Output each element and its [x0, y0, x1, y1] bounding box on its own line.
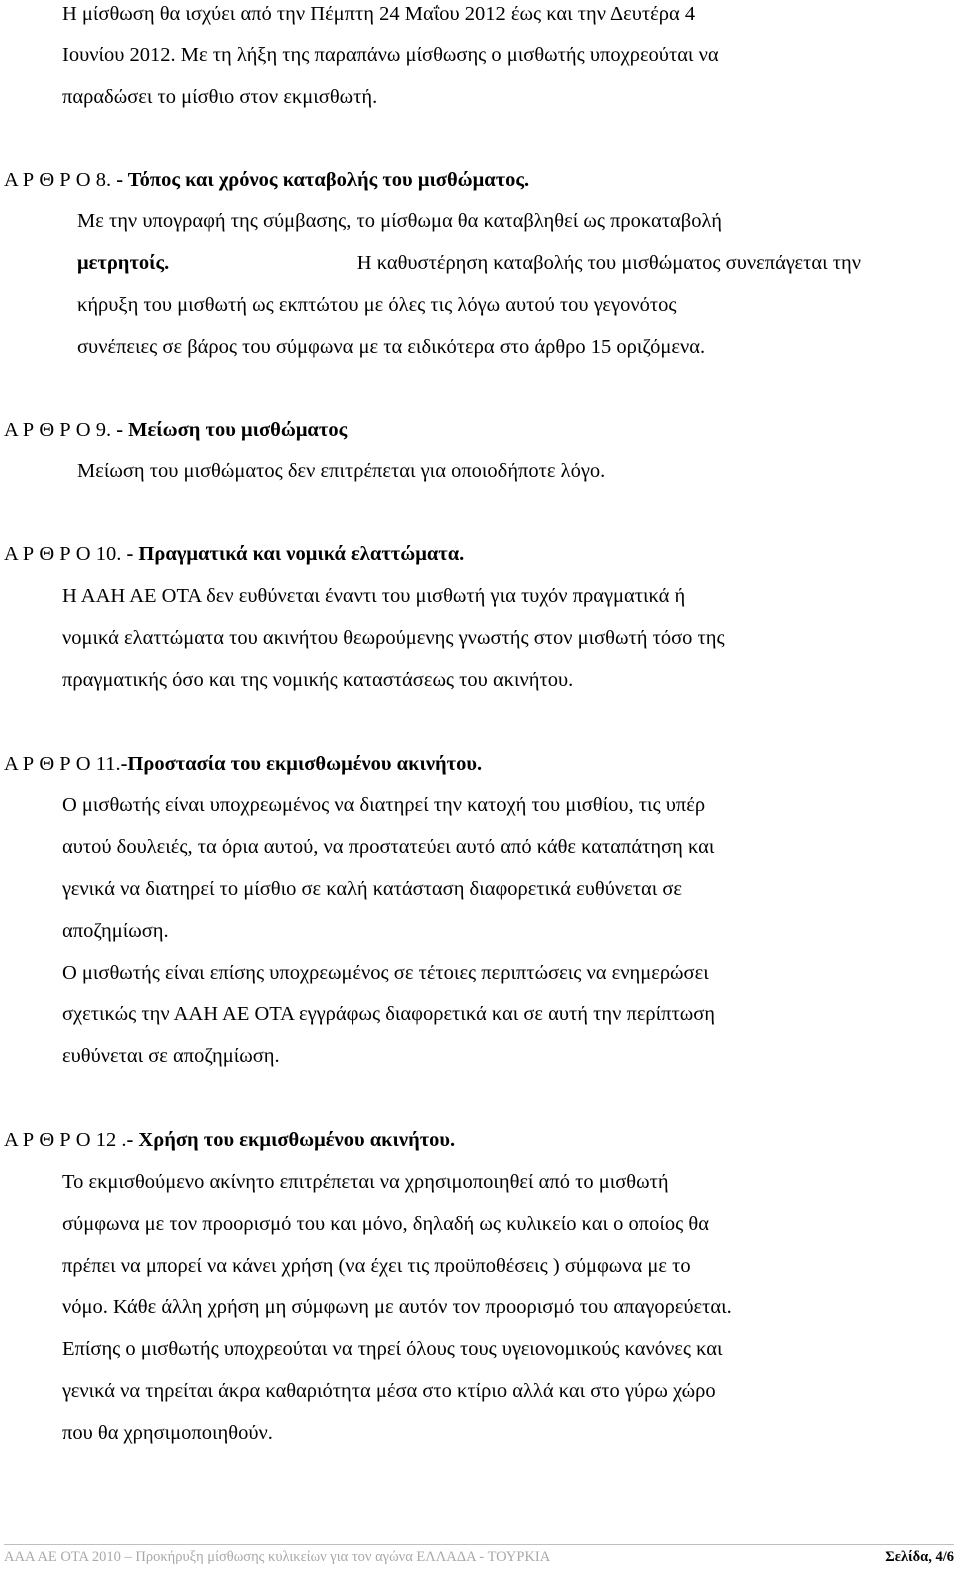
- article-title: - Χρήση του εκμισθωμένου ακινήτου.: [126, 1129, 456, 1151]
- article-title: -Προστασία του εκμισθωμένου ακινήτου.: [120, 753, 483, 775]
- text-line: πραγματικής όσο και της νομικής καταστάσεως του ακινήτου.: [62, 669, 574, 691]
- text-line: παραδώσει το μίσθιο στον εκμισθωτή.: [62, 86, 378, 108]
- text-line: που θα χρησιμοποιηθούν.: [62, 1422, 273, 1444]
- article-title: - Πραγματικά και νομικά ελαττώματα.: [126, 543, 465, 565]
- article-8-heading: [4, 168, 529, 192]
- text-line: σύμφωνα με τον προορισμό του και μόνο, δηλαδή ως κυλικείο και ο οποίος θα: [62, 1213, 709, 1235]
- text-line: γενικά να τηρείται άκρα καθαριότητα μέσα στο κτίριο αλλά και στο γύρω χώρο: [62, 1380, 716, 1402]
- text-line: νόμο. Κάθε άλλη χρήση μη σύμφωνη με αυτόν τον προορισμό του απαγορεύεται.: [62, 1296, 732, 1318]
- text-line: αποζημίωση.: [62, 920, 169, 942]
- footer-rule: [4, 1544, 954, 1545]
- text-span: Η καθυστέρηση καταβολής του μισθώματος συνεπάγεται την: [356, 252, 861, 274]
- article-number: Α Ρ Θ Ρ Ο 9.: [4, 419, 117, 441]
- text-line: σχετικώς την ΑΑΗ ΑΕ ΟΤΑ εγγράφως διαφορετικά και σε αυτή την περίπτωση: [62, 1003, 716, 1025]
- article-12-heading: [4, 1128, 455, 1152]
- text-line: κήρυξη του μισθωτή ως εκπτώτου με όλες τις λόγω αυτού του γεγονότος: [77, 294, 677, 316]
- text-line: Μείωση του μισθώματος δεν επιτρέπεται για οποιοδήποτε λόγο.: [77, 460, 606, 482]
- bold-word: μετρητοίς.: [77, 252, 170, 274]
- text-line: Ιουνίου 2012. Με τη λήξη της παραπάνω μίσθωσης ο μισθωτής υποχρεούται να: [62, 44, 719, 66]
- text-line: πρέπει να μπορεί να κάνει χρήση (να έχει τις προϋποθέσεις ) σύμφωνα με το: [62, 1255, 691, 1277]
- page-number: Σελίδα, 4/6: [885, 1549, 954, 1565]
- text-line: Ο μισθωτής είναι υποχρεωμένος να διατηρεί την κατοχή του μισθίου, τις υπέρ: [62, 794, 706, 816]
- article-9-heading: [4, 418, 347, 442]
- article-title: - Τόπος και χρόνος καταβολής του μισθώματος.: [116, 169, 530, 191]
- text-line: ευθύνεται σε αποζημίωση.: [62, 1045, 280, 1067]
- footer-title: ΑΑΑ ΑΕ ΟΤΑ 2010 – Προκήρυξη μίσθωσης κυλικείων για τον αγώνα ΕΛΛΑΔΑ - ΤΟΥΡΚΙΑ: [4, 1549, 551, 1565]
- article-title: - Μείωση του μισθώματος: [116, 419, 348, 441]
- article-11-heading: [4, 752, 482, 776]
- article-number: Α Ρ Θ Ρ Ο 12 .: [4, 1129, 127, 1151]
- text-line: συνέπειες σε βάρος του σύμφωνα με τα ειδικότερα στο άρθρο 15 οριζόμενα.: [77, 336, 706, 358]
- text-line: Το εκμισθούμενο ακίνητο επιτρέπεται να χρησιμοποιηθεί από το μισθωτή: [62, 1171, 669, 1193]
- article-number: Α Ρ Θ Ρ Ο 10.: [4, 543, 127, 565]
- text-line: Ο μισθωτής είναι επίσης υποχρεωμένος σε τέτοιες περιπτώσεις να ενημερώσει: [62, 962, 709, 984]
- text-line: Επίσης ο μισθωτής υποχρεούται να τηρεί όλους τους υγειονομικούς κανόνες και: [62, 1338, 723, 1360]
- text-line: Η μίσθωση θα ισχύει από την Πέμπτη 24 Μαΐου 2012 έως και την Δευτέρα 4: [62, 3, 696, 25]
- article-number: Α Ρ Θ Ρ Ο 11.: [4, 753, 121, 775]
- text-line: αυτού δουλειές, τα όρια αυτού, να προστατεύει αυτό από κάθε καταπάτηση και: [62, 836, 715, 858]
- text-line: γενικά να διατηρεί το μίσθιο σε καλή κατάσταση διαφορετικά ευθύνεται σε: [62, 878, 683, 900]
- text-line: νομικά ελαττώματα του ακινήτου θεωρούμενης γνωστής στον μισθωτή τόσο της: [62, 627, 725, 649]
- article-number: Α Ρ Θ Ρ Ο 8.: [4, 169, 117, 191]
- text-line: Η ΑΑΗ ΑΕ ΟΤΑ δεν ευθύνεται έναντι του μισθωτή για τυχόν πραγματικά ή: [62, 585, 686, 607]
- text-line: [77, 251, 861, 275]
- article-10-heading: [4, 542, 464, 566]
- text-line: Με την υπογραφή της σύμβασης, το μίσθωμα θα καταβληθεί ως προκαταβολή: [77, 210, 722, 232]
